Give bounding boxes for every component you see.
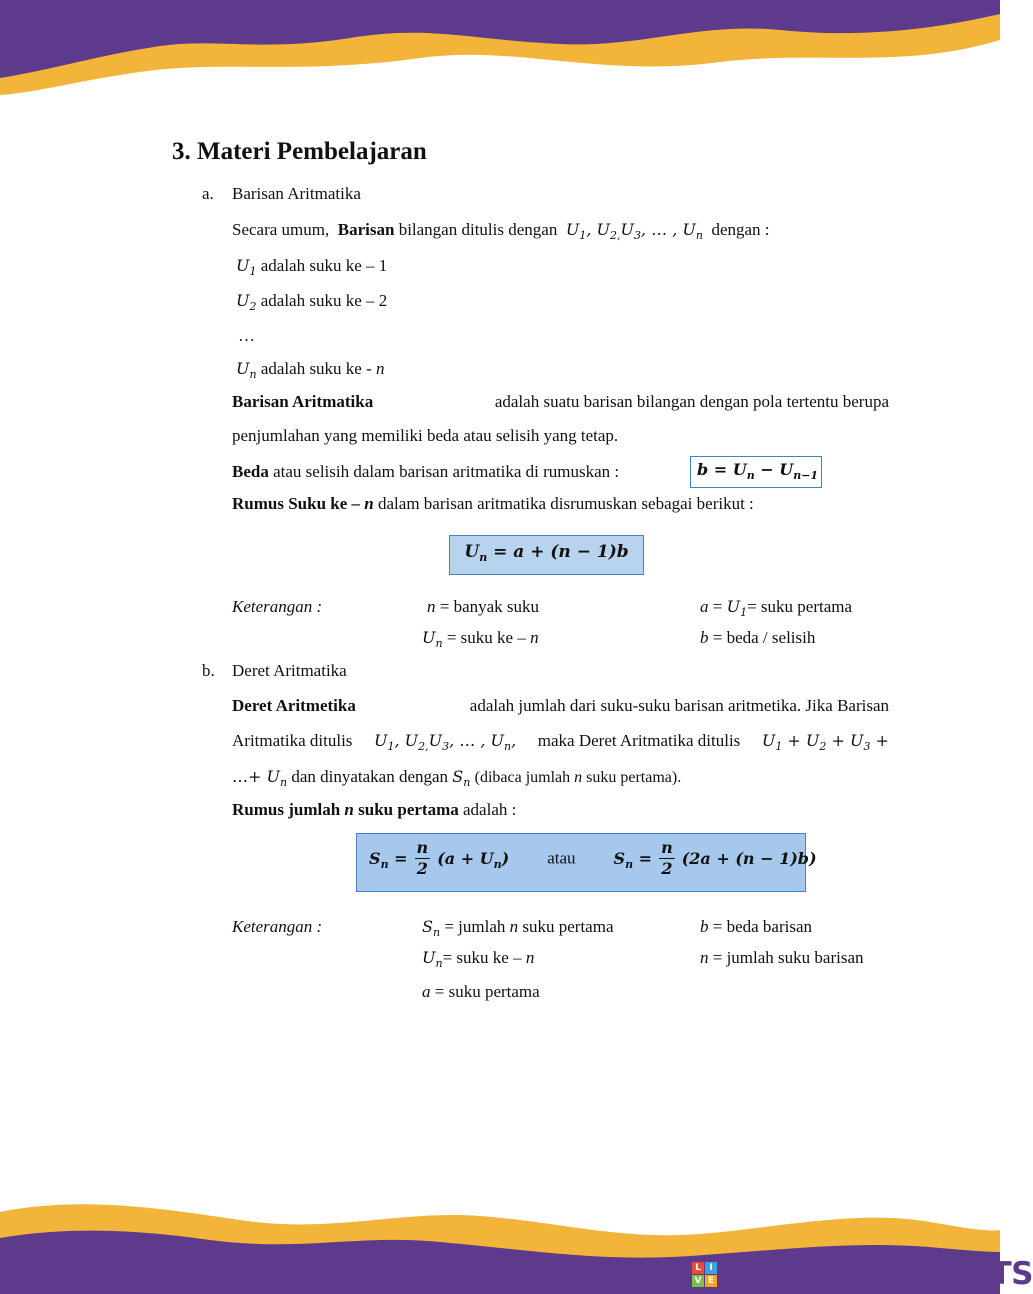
ket-a-n: n = banyak suku xyxy=(427,597,540,616)
section-title-text: Materi Pembelajaran xyxy=(197,138,427,165)
atau-label: atau xyxy=(547,848,576,868)
u2-line: $U_2$ adalah suku ke – 2 xyxy=(236,291,388,313)
deret-definition-line2: Aritmatika ditulis $U_1$, $U_{2,}U_3$, … , $U_n$, maka Deret Aritmatika ditulis $U_1 + U_2 + U_3$ + xyxy=(232,731,889,753)
part-a-heading: Barisan Aritmatika xyxy=(232,184,361,203)
part-b-marker: b. xyxy=(202,661,215,680)
un-line: $U_n$ adalah suku ke - n xyxy=(236,359,385,381)
barisan-intro: Secara umum, Barisan bilangan ditulis dengan $U_1$, $U_{2,}U_3$, … , $U_n$ dengan : xyxy=(232,220,770,242)
ket-a-a: $a = U_1=$ suku pertama xyxy=(700,597,853,619)
sequence-notation: $U_1$, $U_{2,}U_3$, … , $U_n$ xyxy=(565,220,703,242)
ket-a-un: $U_n$ = suku ke – n xyxy=(422,628,539,650)
beda-line: Beda atau selisih dalam barisan aritmatika di rumuskan : xyxy=(232,462,620,481)
ket-b-a: a = suku pertama xyxy=(422,982,540,1001)
barisan-definition-line1: Barisan Aritmatika adalah suatu barisan bilangan dengan pola tertentu berupa xyxy=(232,392,889,411)
rumus-jumlah-line: Rumus jumlah n suku pertama adalah : xyxy=(232,800,517,819)
ket-b-n: n = jumlah suku barisan xyxy=(700,948,864,967)
ket-b-un: $U_n=$ suku ke – n xyxy=(422,948,535,970)
u1-line: $U_1$ adalah suku ke – 1 xyxy=(236,256,388,278)
part-b-heading: Deret Aritmatika xyxy=(232,661,347,680)
rumus-suku-line: Rumus Suku ke – n dalam barisan aritmatika disrumuskan sebagai berikut : xyxy=(232,494,754,513)
beda-formula-box: $b = U_n - U_{n-1}$ xyxy=(690,456,822,488)
barisan-definition-line2: penjumlahan yang memiliki beda atau selisih yang tetap. xyxy=(232,426,619,445)
deret-definition-line3: …+ $U_n$ dan dinyatakan dengan $S_n$ (dibaca jumlah n suku pertama). xyxy=(232,767,682,789)
un-formula-box: $U_n = a + (n - 1)b$ xyxy=(449,535,644,575)
keterangan-b-label: Keterangan : xyxy=(232,917,323,936)
keterangan-a-label: Keterangan : xyxy=(232,597,323,616)
deret-definition-line1: Deret Aritmetika adalah jumlah dari suku-suku barisan aritmetika. Jika Barisan xyxy=(232,696,889,715)
ellipsis-line: … xyxy=(238,326,255,345)
sn-formula-box: $S_n$ = $\frac{n}{2}$ $(a + U_n)$ atau $S_n$ = $\frac{n}{2}$ (2a + (n − 1)b) xyxy=(356,833,806,892)
ket-a-b: b = beda / selisih xyxy=(700,628,816,647)
part-a-marker: a. xyxy=(202,184,214,203)
section-title xyxy=(172,138,427,166)
section-number: 3. xyxy=(172,138,191,165)
liveworksheets-logo[interactable] xyxy=(692,1256,1033,1292)
logo-tiles-icon: L I V E xyxy=(692,1262,717,1287)
top-wave-decoration xyxy=(0,0,1000,110)
logo-text: LIVEWORKSHEETS xyxy=(721,1256,1033,1292)
ket-b-b: b = beda barisan xyxy=(700,917,813,936)
ket-b-sn: $S_n$ = jumlah n suku pertama xyxy=(422,917,614,939)
